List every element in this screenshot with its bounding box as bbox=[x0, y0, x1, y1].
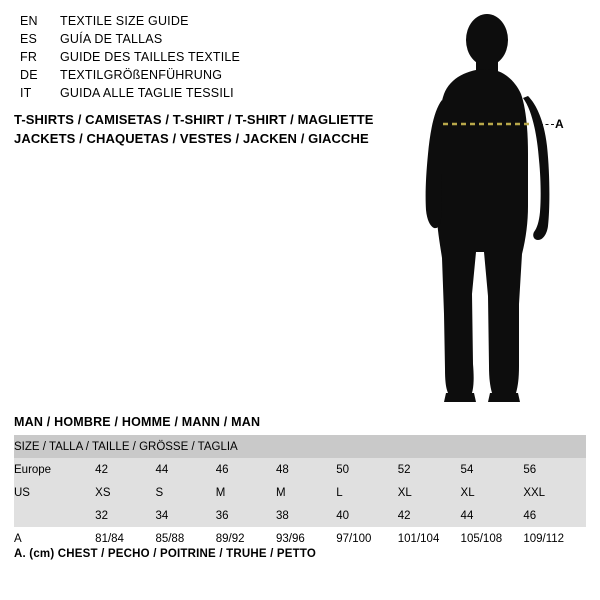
cell: 93/96 bbox=[276, 527, 336, 550]
row-label bbox=[14, 504, 95, 527]
language-row bbox=[20, 32, 420, 50]
table-row bbox=[14, 481, 586, 504]
cell: 81/84 bbox=[95, 527, 155, 550]
cell: 44 bbox=[155, 458, 215, 481]
cell: 85/88 bbox=[155, 527, 215, 550]
cell: 105/108 bbox=[461, 527, 524, 550]
language-code: EN bbox=[20, 14, 38, 28]
cell: 32 bbox=[95, 504, 155, 527]
cell: 46 bbox=[216, 458, 276, 481]
row-label: Europe bbox=[14, 458, 95, 481]
cell: XL bbox=[398, 481, 461, 504]
category-jackets: JACKETS / CHAQUETAS / VESTES / JACKEN / GIACCHE bbox=[14, 131, 369, 146]
language-text: TEXTILE SIZE GUIDE bbox=[60, 14, 189, 28]
table-row bbox=[14, 527, 586, 550]
cell: 97/100 bbox=[336, 527, 398, 550]
table-header-row bbox=[14, 435, 586, 458]
cell: 42 bbox=[95, 458, 155, 481]
cell: 52 bbox=[398, 458, 461, 481]
cell: 42 bbox=[398, 504, 461, 527]
language-row bbox=[20, 86, 420, 104]
cell: 48 bbox=[276, 458, 336, 481]
language-code: DE bbox=[20, 68, 38, 82]
cell: M bbox=[216, 481, 276, 504]
cell: 46 bbox=[523, 504, 586, 527]
cell: 38 bbox=[276, 504, 336, 527]
cell: S bbox=[155, 481, 215, 504]
cell: L bbox=[336, 481, 398, 504]
language-row bbox=[20, 68, 420, 86]
language-text: TEXTILGRÖßENFÜHRUNG bbox=[60, 68, 223, 82]
cell: 40 bbox=[336, 504, 398, 527]
cell: 36 bbox=[216, 504, 276, 527]
language-text: GUIDA ALLE TAGLIE TESSILI bbox=[60, 86, 234, 100]
footnote: A. (cm) CHEST / PECHO / POITRINE / TRUHE / PETTO bbox=[14, 548, 317, 560]
cell: 44 bbox=[461, 504, 524, 527]
language-list bbox=[20, 14, 420, 104]
language-text: GUÍA DE TALLAS bbox=[60, 32, 163, 46]
table-row bbox=[14, 458, 586, 481]
row-label: US bbox=[14, 481, 95, 504]
marker-label-a: A bbox=[555, 117, 564, 131]
size-table bbox=[14, 435, 586, 550]
language-row bbox=[20, 14, 420, 32]
cell: 89/92 bbox=[216, 527, 276, 550]
category-headings bbox=[14, 110, 434, 148]
cell: XXL bbox=[523, 481, 586, 504]
table-header-label: SIZE / TALLA / TAILLE / GRÖSSE / TAGLIA bbox=[14, 435, 586, 458]
size-table-block bbox=[14, 415, 586, 550]
cell: 109/112 bbox=[523, 527, 586, 550]
category-tshirts: T-SHIRTS / CAMISETAS / T-SHIRT / T-SHIRT / MAGLIETTE bbox=[14, 112, 374, 127]
table-row bbox=[14, 504, 586, 527]
male-silhouette-icon bbox=[400, 14, 600, 404]
cell: XS bbox=[95, 481, 155, 504]
language-row bbox=[20, 50, 420, 68]
cell: M bbox=[276, 481, 336, 504]
language-code: IT bbox=[20, 86, 32, 100]
cell: 50 bbox=[336, 458, 398, 481]
row-label: A bbox=[14, 527, 95, 550]
cell: 56 bbox=[523, 458, 586, 481]
marker-leader-line bbox=[540, 124, 554, 125]
language-code: ES bbox=[20, 32, 38, 46]
cell: XL bbox=[461, 481, 524, 504]
table-title: MAN / HOMBRE / HOMME / MANN / MAN bbox=[14, 415, 261, 429]
language-text: GUIDE DES TAILLES TEXTILE bbox=[60, 50, 241, 64]
cell: 101/104 bbox=[398, 527, 461, 550]
cell: 34 bbox=[155, 504, 215, 527]
language-code: FR bbox=[20, 50, 38, 64]
cell: 54 bbox=[461, 458, 524, 481]
male-figure bbox=[400, 14, 600, 404]
